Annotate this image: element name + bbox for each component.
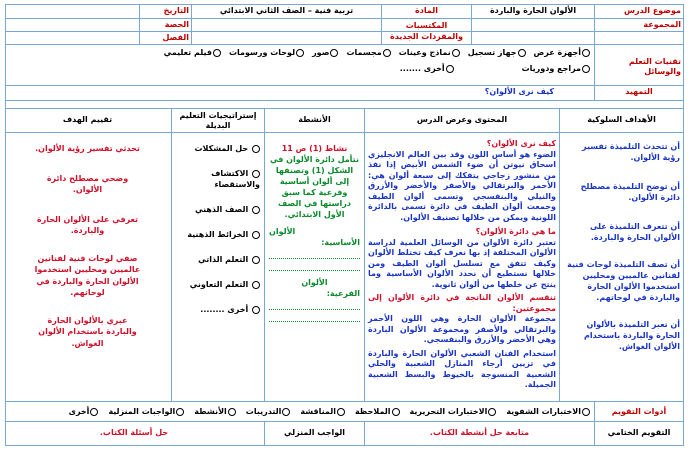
radio-icon <box>518 49 526 57</box>
tech-option[interactable]: صور <box>312 48 338 58</box>
answer-line[interactable] <box>269 262 360 271</box>
period-label: الحصة <box>139 19 191 31</box>
content-paragraph-2: تعتبر دائرة الألوان من الوسائل العلمية لدراسة الألوان المختلفة إذ بها نعرف كيف تختلط الألوان وكيف تتفق مع تسلسل ألوان الطيف ومن خلالها نستطيع أن نحدد الألوان الأساسية وما ينتج عن خلطها من ألوان ثانوية. <box>368 237 556 289</box>
activity-text: نتأمل دائرة الألوان في الشكل (1) وتصنفها إلى ألوان أساسية وفرعية كما سبق دراستها في الصف الأول الابتدائي. <box>270 155 359 219</box>
strategies-cell <box>171 133 264 401</box>
objective-item: أن توضح التلميذة مصطلح دائرة الألوان. <box>580 182 680 202</box>
objective-item: أن تعبر التلميذة بالألوان الحارة والباردة باستخدام الألوان الغواش. <box>584 320 680 351</box>
tech-option[interactable]: نماذج وعينات <box>399 48 460 58</box>
assessment-item: تحدثي تفسير رؤية الألوان. <box>35 144 140 153</box>
subject-label: المادة <box>381 5 471 18</box>
radio-icon <box>252 206 260 214</box>
objectives-header: الأهداف السلوكية <box>559 109 683 132</box>
radio-icon <box>176 408 184 416</box>
radio-icon <box>252 145 260 153</box>
tech-options <box>6 45 594 85</box>
period-value[interactable] <box>4 19 139 31</box>
intro-label: التمهيد <box>594 86 683 100</box>
evaluation-option[interactable]: الواجبات المنزلية <box>108 407 184 417</box>
activities-cell <box>264 133 364 401</box>
evaluation-label: أدوات التقويم <box>594 402 683 421</box>
lesson-value: الألوان الحارة والباردة <box>471 5 594 18</box>
radio-icon <box>252 231 260 239</box>
assessment-item: صفي لوحات فنية لفنانين عالميين ومحليين استخدموا الألوان الحارة والباردة في لوحاتهم. <box>34 253 141 297</box>
radio-icon <box>582 65 590 73</box>
objective-item: أن تصف التلميذة لوحات فنية لفنانين عالميين ومحليين استخدموا الألوان الحارة والباردة في لوحاتهم. <box>567 260 680 302</box>
tech-option[interactable]: مجسمات <box>346 48 390 58</box>
radio-icon <box>330 49 338 57</box>
final-row <box>6 422 683 445</box>
activity-secondary-title: الألوان <box>301 278 328 287</box>
class-label: الفصل <box>139 32 191 44</box>
activity-primary-title: الألوان <box>269 227 296 236</box>
answer-line[interactable] <box>269 313 360 322</box>
answer-line[interactable] <box>269 250 360 259</box>
group-value[interactable] <box>471 19 594 31</box>
tech-options-row-1 <box>10 48 590 58</box>
evaluation-option[interactable]: الأنشطة <box>194 407 236 417</box>
lesson-plan-sheet <box>5 4 684 446</box>
assessment-item: وضحي مصطلح دائرة الألوان. <box>46 173 129 194</box>
answer-line[interactable] <box>269 301 360 310</box>
homework-label: الواجب المنزلي <box>264 422 364 445</box>
objectives-cell <box>559 133 683 401</box>
evaluation-row <box>6 402 683 422</box>
tech-option[interactable]: فيلم تعليمي <box>164 48 221 58</box>
tech-options-row-2 <box>10 64 590 74</box>
final-label: التقويم الختامي <box>594 422 683 445</box>
evaluation-option[interactable]: أخرى <box>69 407 99 417</box>
assessment-cell <box>4 133 171 401</box>
activities-header: الأنشطة <box>264 109 364 132</box>
final-value: متابعة حل أنشطة الكتاب. <box>364 422 594 445</box>
strategies-header: إستراتيجيات التعليم البديلة <box>171 109 264 132</box>
evaluation-option[interactable]: الاختبارات الشفوية <box>506 407 590 417</box>
strategy-option[interactable]: الاكتشاف والاستقصاء <box>211 169 260 189</box>
radio-icon <box>452 49 460 57</box>
radio-icon <box>252 256 260 264</box>
content-question-3: تنقسم الألوان الناتجة في دائرة الألوان إلى مجموعتين: <box>368 293 556 313</box>
radio-icon <box>252 306 260 314</box>
objective-item: أن تتحدث التلميذة تفسير رؤية الألوان. <box>581 142 680 162</box>
radio-icon <box>90 408 98 416</box>
radio-icon <box>228 408 236 416</box>
header-row-3 <box>6 32 683 45</box>
empty-cell <box>471 32 594 44</box>
evaluation-option[interactable]: الملاحظة <box>355 407 400 417</box>
radio-icon <box>383 49 391 57</box>
radio-icon <box>446 65 454 73</box>
assessment-item: تعرفي على الألوان الحارة والباردة. <box>36 214 139 235</box>
radio-icon <box>392 408 400 416</box>
class-value[interactable] <box>4 32 139 44</box>
concepts-value[interactable] <box>191 19 381 31</box>
strategy-option[interactable]: الخرائط الذهنية <box>176 229 260 240</box>
strategy-option[interactable]: التعلم الذاتي <box>176 254 260 265</box>
radio-icon <box>582 49 590 57</box>
assessment-header: تقييم الهدف <box>62 115 113 124</box>
subject-value: تربية فنية – الصف الثاني الابتدائي <box>191 5 381 18</box>
content-question-2: ما هي دائرة الألوان؟ <box>475 227 556 236</box>
strategy-option[interactable]: التعلم التعاوني <box>176 279 260 290</box>
strategy-option[interactable]: الصف الذهني <box>176 204 260 215</box>
radio-icon <box>582 408 590 416</box>
objective-item: أن تتعرف التلميذة على الألوان الحارة والباردة. <box>589 222 680 242</box>
radio-icon <box>488 408 496 416</box>
header-row-1 <box>6 5 683 19</box>
tech-option[interactable]: جهاز تسجيل <box>468 48 526 58</box>
tech-label: تقنيات التعلم والوسائل <box>594 45 683 85</box>
radio-icon <box>337 408 345 416</box>
intro-value: كيف نرى الألوان؟ <box>484 87 554 96</box>
tech-option[interactable]: لوحات ورسومات <box>229 48 304 58</box>
strategy-option[interactable]: حل المشكلات <box>176 143 260 154</box>
concepts-label: المكتسبات والمفردات الجديدة <box>381 19 471 44</box>
strategy-option[interactable]: أخرى ........ <box>176 304 260 315</box>
intro-row <box>6 86 683 101</box>
evaluation-options <box>6 402 594 421</box>
tech-option[interactable]: مراجع ودوريات <box>522 64 590 74</box>
radio-icon <box>252 281 260 289</box>
evaluation-option[interactable]: التدريبات <box>246 407 291 417</box>
empty-cell <box>594 32 683 44</box>
date-label: التاريخ <box>139 5 191 18</box>
tech-option[interactable]: أجهزة عرض <box>534 48 590 58</box>
evaluation-option[interactable]: المناقشة <box>300 407 345 417</box>
content-paragraph-1: الضوء هو أساس اللون وقد بين العالم الانجليزي اسحاق نيوتن أن ضوء الشمس الأبيض إذا نفذ من منشور زجاجي يتفكك إلى سبعة ألوان هي: الأحمر والبرتقالي والأصفر والأخضر والأزرق والنيلي والبنفسجي وتسمى ألوان الطيف وجمعت ألوان الطيف في دائرة تسمى بالدائرة اللونية ويمكن من خلالها تصنيف الألوان. <box>368 149 556 222</box>
main-row <box>6 133 683 402</box>
radio-icon <box>252 170 260 178</box>
date-value[interactable] <box>4 5 139 18</box>
radio-icon <box>296 49 304 57</box>
empty-cell <box>191 32 381 44</box>
tech-option[interactable]: أخرى ....... <box>400 64 454 74</box>
evaluation-option[interactable]: الاختبارات التحريرية <box>410 407 497 417</box>
content-header: المحتوى وعرض الدرس <box>364 109 559 132</box>
activity-title: نشاط (1) ص 11 <box>281 144 348 153</box>
activity-primary-label: الأساسية: <box>321 238 360 247</box>
assessment-item: عبري بالألوان الحارة والباردة باستخدام الألوان الغواش. <box>38 315 137 348</box>
lesson-label: موضوع الدرس <box>594 5 683 18</box>
content-paragraph-4: استخدام الفنان الشعبي الألوان الحارة والباردة في تزيين أرجاء المنازل الشعبية والحلي الشعبية المنسوجة بالخيوط والبسط الشعبية الجميلة. <box>368 348 556 389</box>
activity-secondary-label: الفرعية: <box>326 289 360 298</box>
column-header-row <box>6 109 683 133</box>
content-cell <box>364 133 559 401</box>
radio-icon <box>282 408 290 416</box>
group-label: المجموعة <box>594 19 683 31</box>
evaluation-options-list <box>10 407 590 417</box>
content-paragraph-3: مجموعة الألوان الحارة وهي اللون الأحمر والبرتقالي والأصفر ومجموعة الألوان الباردة وهي الأخضر والأزرق والبنفسجي. <box>368 314 556 344</box>
tech-row <box>6 45 683 86</box>
radio-icon <box>213 49 221 57</box>
homework-value: حل أسئلة الكتاب. <box>99 428 169 437</box>
spacer-row <box>6 101 683 109</box>
content-question-1: كيف نرى الألوان؟ <box>486 139 556 148</box>
